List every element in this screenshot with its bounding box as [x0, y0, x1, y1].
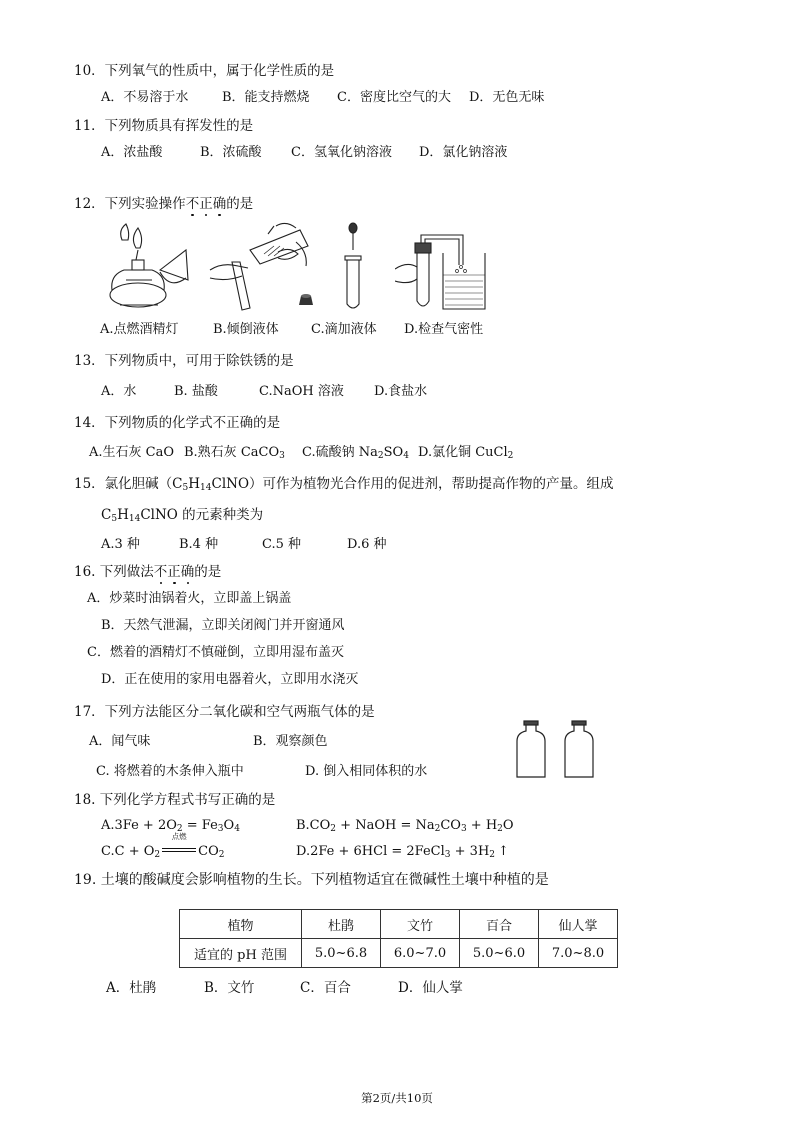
q14-d-text: D.氯化铜 CuCl [418, 445, 508, 460]
q19-option-d: D．仙人掌 [398, 980, 463, 996]
ph-range-table [179, 909, 618, 968]
q18-a-1: A.3Fe + 2O [101, 818, 177, 833]
q15-sub-14: 14 [200, 483, 212, 493]
q15-line2-sub14: 14 [128, 514, 141, 524]
q12-option-a: A.点燃酒精灯 [100, 322, 179, 337]
q15-line2-h: H [117, 507, 129, 523]
airtightness-figure [395, 225, 490, 315]
q14-c-sub2: 4 [403, 451, 409, 461]
table-cell: 5.0~6.8 [302, 939, 381, 968]
q14-d-sub: 2 [507, 451, 514, 461]
q10-stem: 10．下列氧气的性质中，属于化学性质的是 [74, 63, 335, 79]
alcohol-lamp-figure [100, 220, 190, 315]
table-cell: 适宜的 pH 范围 [180, 939, 302, 968]
q18-b-3: CO [440, 818, 461, 833]
q14-option-a: A.生石灰 CaO [89, 445, 175, 460]
q19-option-c: C．百合 [300, 980, 351, 996]
dropper-figure [341, 222, 365, 312]
q18-b-s4: 2 [497, 824, 503, 834]
q18-d-s2: 2 [489, 850, 496, 860]
q18-d-s1: 3 [444, 850, 451, 860]
q18-d-2: + 3H [450, 844, 490, 859]
table-header-cell: 杜鹃 [302, 910, 381, 939]
q13-option-c: C.NaOH 溶液 [259, 384, 344, 399]
q18-a-s3: 4 [234, 824, 240, 834]
q18-c-2: CO [198, 844, 219, 859]
q14-b-sub: 3 [279, 451, 285, 461]
table-header-row [180, 910, 618, 939]
table-cell: 6.0~7.0 [381, 939, 460, 968]
bottle-stopper-icon [297, 293, 315, 307]
q15-option-b: B.4 种 [179, 537, 219, 552]
q18-a-2: = Fe [182, 818, 218, 833]
q15-option-c: C.5 种 [262, 537, 302, 552]
q17-option-d: D. 倒入相同体积的水 [305, 764, 428, 779]
q13-stem: 13．下列物质中，可用于除铁锈的是 [74, 353, 294, 369]
q19-option-b: B．文竹 [204, 980, 255, 996]
page-number: 第2页/共10页 [361, 1091, 433, 1105]
q15-sub-5: 5 [182, 483, 189, 493]
q15-line2-sub5: 5 [111, 514, 118, 524]
q15-line2-post: ClNO 的元素种类为 [140, 507, 264, 523]
table-cell: 7.0~8.0 [539, 939, 618, 968]
gas-bottles-figure [512, 719, 612, 783]
q15-line2-c: C [101, 507, 112, 523]
q13-option-b: B. 盐酸 [174, 384, 218, 399]
q18-c-1: C.C + O [101, 844, 155, 859]
table-header-cell: 文竹 [381, 910, 460, 939]
table-row [180, 939, 618, 968]
q18-b-2: + NaOH = Na [336, 818, 435, 833]
q14-stem: 14．下列物质的化学式不正确的是 [74, 415, 281, 431]
q18-b-s2: 2 [434, 824, 441, 834]
q16-emphasis-1: 不 [153, 564, 168, 580]
q18-d-1: D.2Fe + 6HCl = 2FeCl [296, 844, 445, 859]
q14-c-text: C.硫酸钠 Na [302, 445, 378, 460]
q13-option-d: D.食盐水 [374, 384, 428, 399]
q15-option-d: D.6 种 [347, 537, 387, 552]
q17-option-b: B．观察颜色 [253, 734, 328, 749]
q16-emphasis-3: 确 [180, 564, 195, 580]
q14-option-c [302, 444, 409, 462]
q14-option-b [184, 444, 285, 462]
q12-option-b: B.倾倒液体 [213, 322, 279, 337]
table-cell: 5.0~6.0 [460, 939, 539, 968]
q12-stem-post: 的是 [226, 196, 254, 212]
q15-h: H [188, 476, 201, 492]
q15-option-a: A.3 种 [101, 537, 140, 552]
q12-emphasis-3: 确 [212, 196, 227, 212]
q18-a-s2: 3 [217, 824, 224, 834]
q16-stem [74, 563, 221, 581]
q16-emphasis-2: 正 [167, 564, 181, 580]
table-header-cell: 植物 [180, 910, 302, 939]
q17-option-c: C. 将燃着的木条伸入瓶中 [96, 764, 244, 779]
q18-a-s1: 2 [176, 824, 183, 834]
q18-option-b [296, 817, 514, 835]
q18-stem: 18. 下列化学方程式书写正确的是 [74, 792, 276, 808]
q14-b-text: B.熟石灰 CaCO [184, 445, 280, 460]
q18-option-d [296, 843, 509, 861]
q15-stem-pre: 15．氯化胆碱（C [74, 476, 183, 492]
q15-stem-post: ClNO）可作为植物光合作用的促进剂，帮助提高作物的产量。组成 [211, 476, 614, 492]
q12-stem [74, 195, 253, 213]
q16-option-b: B．天然气泄漏，立即关闭阀门并开窗通风 [101, 618, 345, 633]
q19-stem: 19. 土壤的酸碱度会影响植物的生长。下列植物适宜在微碱性土壤中种植的是 [74, 872, 549, 888]
q18-d-arrow: ↑ [498, 844, 509, 859]
q18-c-s2: 2 [218, 850, 225, 860]
q11-stem: 11．下列物质具有挥发性的是 [74, 118, 254, 134]
ignition-condition: 点燃 [171, 832, 187, 841]
q12-option-d: D.检查气密性 [404, 322, 484, 337]
table-header-cell: 仙人掌 [539, 910, 618, 939]
q16-option-c: C．燃着的酒精灯不慎碰倒，立即用湿布盖灭 [87, 645, 344, 660]
q14-c-sub1: 2 [377, 451, 384, 461]
q14-option-d [418, 444, 513, 462]
q11-option-b: B．浓硫酸 [200, 145, 262, 160]
q18-b-5: O [502, 818, 514, 833]
q11-option-a: A．浓盐酸 [101, 145, 163, 160]
q18-option-c [101, 832, 225, 861]
q18-b-s1: 2 [330, 824, 337, 834]
q12-option-c: C.滴加液体 [311, 322, 377, 337]
q16-stem-pre: 16. 下列做法 [74, 564, 154, 580]
q12-stem-pre: 12．下列实验操作 [74, 196, 186, 212]
q16-option-a: A．炒菜时油锅着火，立即盖上锅盖 [87, 591, 292, 606]
q18-a-3: O [223, 818, 235, 833]
q18-b-4: + H [466, 818, 498, 833]
q10-option-c: C．密度比空气的大 [337, 90, 451, 105]
q16-option-d: D．正在使用的家用电器着火，立即用水浇灭 [101, 672, 359, 687]
q10-option-b: B．能支持燃烧 [222, 90, 310, 105]
q10-option-a: A．不易溶于水 [101, 90, 189, 105]
q12-emphasis-2: 正 [199, 196, 213, 212]
q17-option-a: A．闻气味 [89, 734, 151, 749]
table-header-cell: 百合 [460, 910, 539, 939]
q14-c-mid: SO [383, 445, 404, 460]
q10-option-d: D．无色无味 [469, 90, 545, 105]
q19-option-a: A．杜鹃 [106, 980, 157, 996]
q12-emphasis-1: 不 [185, 196, 200, 212]
q18-b-s3: 3 [460, 824, 467, 834]
q15-line2 [101, 506, 263, 524]
q15-stem [74, 475, 614, 493]
q11-option-d: D．氯化钠溶液 [419, 145, 508, 160]
q18-c-s1: 2 [154, 850, 161, 860]
q16-stem-post: 的是 [194, 564, 222, 580]
equals-with-condition [162, 832, 196, 857]
q13-option-a: A．水 [101, 384, 137, 399]
q11-option-c: C．氢氧化钠溶液 [291, 145, 392, 160]
q17-stem: 17．下列方法能区分二氧化碳和空气两瓶气体的是 [74, 704, 375, 720]
q18-b-1: B.CO [296, 818, 331, 833]
